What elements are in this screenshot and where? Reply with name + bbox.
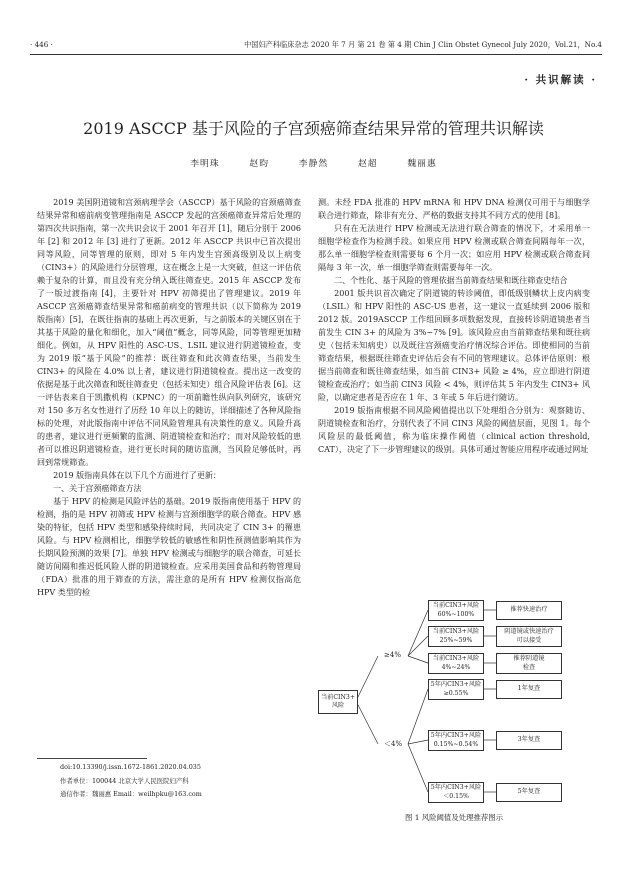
body-paragraph: 2019 版指南根据不同风险阈值提出以下处理组合分别为：观察随访、阴道镜检查和治疗，分别代表了不同 CIN3 风险的阈值层面，见图 1。每个风险层的最低阈值，称为临床操作阈值（clinical action threshold, CAT），决定了下一步管理建议的级别。具体可通过智能应用程序或通过网址 [318,406,590,454]
body-paragraph: 2019 版指南具体在以下几个方面进行了更新： [53,471,221,480]
risk-box: 5年内CIN3+风险 0.15%~0.54% [428,730,484,751]
author-list: 李明珠 赵昀 李静然 赵超 魏丽惠 [190,159,437,169]
body-paragraph: 只有在无法进行 HPV 检测或无法进行联合筛查的情况下，才采用单一细胞学检查作为检测手段。如果应用 HPV 检测或联合筛查间隔每年一次，那么单一细胞学检查则需要每 6 个月一次；如应用 HPV 检测或联合筛查间隔每 3 年一次，单一细胞学筛查则需要每年一次。 [318,224,590,272]
right-column [318,196,590,456]
risk-box: 5年内CIN3+风险 ≥0.55% [428,679,484,700]
header-rule [30,54,602,55]
body-paragraph: 基于 HPV 的检测是风险评估的基础。2019 版指南使用基于 HPV 的检测，指的是 HPV 初筛或 HPV 检测与宫颈细胞学的联合筛查。HPV 感染的特征，包括 HPV 类型和感染持续时间，共同决定了 CIN 3+ 的罹患风险。与 HPV 检测相比，细胞学较低的敏感性和阴性预测值影响其作为长期风险预测的效果 [7]。单独 HPV 检测或与细胞学的联合筛查，可延长随访间隔和推迟低风险人群的阴道镜检查。应采用美国食品和药物管理局（FDA）批准的用于筛查的方法，需注意的是所有 HPV 检测仅指高危 HPV 类型的检 [37,497,301,597]
article-title: 2019 ASCCP 基于风险的子宫颈癌筛查结果异常的管理共识解读 [83,119,544,138]
risk-box: 当前CIN3+风险 4%~24% [428,653,484,674]
action-box: 推荐阴道镜 检查 [496,653,562,674]
footnote-rule [37,758,147,759]
page-number: · 446 · [30,40,53,49]
body-paragraph: 2001 版共识首次确定了阴道镜的转诊阈值，即低级别鳞状上皮内病变（LSIL）和 HPV 阳性的 ASC-US 患者，这一建议一直延续到 2006 版和 2012 版。2019ASCCP 工作组回顾多项数据发现，直接转诊阴道镜患者当前发生 CIN 3+ 的风险为 3%~7% [9]。该风险应由当前筛查结果和既往病史（包括未知病史）以及既往宫颈癌变治疗情况综合评估。即使相同的当前筛查结果，根据既往筛查史评估后会有不同的管理建议。总体评估原则：根据当前筛查和既往筛查结果，如当前 CIN3+ 风险 ≥ 4%，应立即进行阴道镜检查或治疗；如当前 CIN3 风险 < 4%，则评估其 5 年内发生 CIN3+ 风险，以确定患者是否应在 1 年、3 年或 5 年后进行随访。 [318,289,590,402]
risk-box: 5年内CIN3+风险 ＜0.15% [428,782,484,803]
action-box: 阴道镜或快速治疗 可以接受 [496,626,562,647]
branch-label-low: ＜4% [384,740,403,748]
action-box: 5年复查 [496,783,562,802]
affiliation-note: 作者单位：100044 北京大学人民医院妇产科 [60,777,189,785]
subheading: 一、关于宫颈癌筛查方法 [53,484,142,493]
branch-label-high: ≥4% [384,651,401,659]
corresponding-author-note: 通信作者：魏丽惠 Email：weilhpku@163.com [60,790,202,798]
subheading: 二、个性化、基于风险的管理依据当前筛查结果和既往筛查史结合 [334,276,568,285]
section-label: · 共识解读 · [524,74,597,86]
root-node: 当前CIN3+ 风险 [318,690,358,714]
figure-caption: 图 1 风险阈值及处理推荐图示 [404,813,504,822]
action-box: 3年复查 [496,731,562,750]
body-paragraph: 测。未经 FDA 批准的 HPV mRNA 和 HPV DNA 检测仅可用于与细胞学联合进行筛查，除非有充分、严格的数据支持其不同方式的使用 [8]。 [318,198,590,220]
journal-citation: 中国妇产科临床杂志 2020 年 7 月 第 21 卷 第 4 期 Chin J Clin Obstet Gynecol July 2020，Vol.21，No.4 [244,40,602,49]
body-paragraph: 2019 美国阴道镜和宫颈病理学会（ASCCP）基于风险的宫颈癌筛查结果异常和癌前病变管理指南是 ASCCP 发起的宫颈癌筛查异常后处理的第四次共识指南，第一次共识会议于 2001 年召开 [1]，随后分别于 2006 年 [2] 和 2012 年 [3] 进行了更新。2012 年 ASCCP 共识中已首次提出同等风险，同等管理的原则，即对 5 年内发生宫颈高级别及以上病变（CIN3+）的风险进行分层管理，这在概念上是一大突破，但这一评估依赖于复杂的计算，而且没有充分纳入既往筛查史。2015 年 ASCCP 发布了一版过渡指南 [4]，主要针对 HPV 初筛提出了管理建议。2019 年 ASCCP 宫颈癌筛查结果异常和癌前病变的管理共识（以下简称为 2019 版指南）[5]，在既往指南的基础上再次更新，与之前版本的关键区别在于其基于风险的量化和细化，加入“阈值”概念，同等风险，同等管理更加精细化。例如，从 HPV 阳性的 ASC-US、LSIL 建议进行阴道镜检查，变为 2019 版“基于风险”的推荐：既往筛查和此次筛查结果，当前发生 CIN3+ 的风险在 4.0% 以上者，建议进行阴道镜检查。提出这一改变的依据是基于此次筛查和既往筛查史（包括未知史）组合风险评估表 [6]。这一评估表来自于凯撒机构（KPNC）的一项前瞻性纵向队列研究，该研究对 150 多万名女性进行了历经 10 年以上的随访，详细描述了各种风险指标的处理，对此版指南中评估不同风险管理具有决策性的意义。风险升高的患者，建议进行更频繁的监测、阴道镜检查和治疗；而对风险较低的患者可以推迟阴道镜检查，进行更长时间的随访监测，当风险足够低时，再回到常规筛查。 [37,198,301,467]
risk-box: 当前CIN3+风险 60%~100% [428,600,484,621]
action-box: 1年复查 [496,680,562,699]
action-box: 推荐快速治疗 [496,601,562,620]
left-column [37,196,301,599]
doi-note: doi:10.13390/j.issn.1672-1861.2020.04.035 [60,763,201,771]
risk-threshold-diagram [318,596,590,806]
risk-box: 当前CIN3+风险 25%~59% [428,626,484,647]
